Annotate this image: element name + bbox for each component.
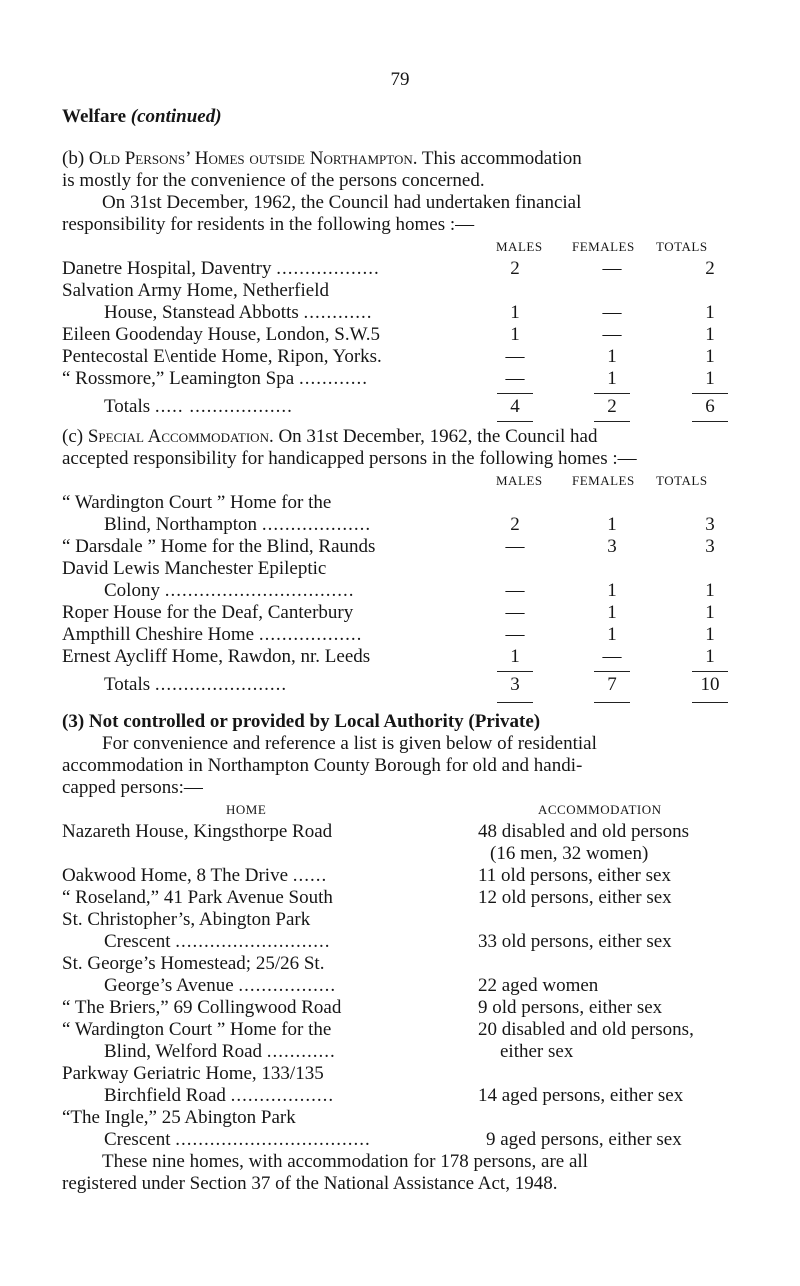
table-cell-totals: 3 <box>705 536 715 557</box>
page-number: 79 <box>390 69 410 90</box>
table-cell-females: 1 <box>607 514 617 535</box>
table-cell-males: — <box>505 602 525 623</box>
divider <box>692 702 728 703</box>
list-item-cont: Crescent .................................. <box>104 1129 371 1150</box>
totals-row: Totals ..... .................. <box>104 396 293 417</box>
table-cell-females: 1 <box>607 602 617 623</box>
table-row: Salvation Army Home, Netherfield <box>62 280 329 301</box>
divider <box>497 702 533 703</box>
table-cell-totals: 1 <box>705 368 715 389</box>
section-3-para-line3: capped persons:— <box>62 777 203 798</box>
list-item: “ The Briers,” 69 Collingwood Road <box>62 997 342 1018</box>
section-c-col-females: FEMALES <box>572 473 635 488</box>
list-item: Oakwood Home, 8 The Drive ...... <box>62 865 328 886</box>
header-title: Welfare <box>62 106 127 127</box>
section-c-col-totals: TOTALS <box>656 473 708 488</box>
section-b-intro-rest: This accommodation <box>421 148 582 169</box>
accommodation-value: 9 old persons, either sex <box>478 997 663 1018</box>
table-cell-males: 2 <box>510 514 520 535</box>
section-c-para-line2: accepted responsibility for handicapped persons in the following homes :— <box>62 448 637 469</box>
table-row: David Lewis Manchester Epileptic <box>62 558 327 579</box>
table-cell-totals: 1 <box>705 580 715 601</box>
accommodation-value: 14 aged persons, either sex <box>478 1085 684 1106</box>
totals-females: 7 <box>607 674 617 695</box>
list-item: Parkway Geriatric Home, 133/135 <box>62 1063 324 1084</box>
divider <box>594 702 630 703</box>
table-row-cont: Blind, Northampton ................... <box>104 514 372 535</box>
table-cell-males: 1 <box>510 302 520 323</box>
section-c-para-line1 <box>62 426 597 448</box>
list-item-cont: George’s Avenue ................. <box>104 975 337 996</box>
table-cell-females: 1 <box>607 580 617 601</box>
table-cell-females: 1 <box>607 346 617 367</box>
list-item: “ Roseland,” 41 Park Avenue South <box>62 887 333 908</box>
divider <box>692 393 728 394</box>
accommodation-value-cont: either sex <box>500 1041 574 1062</box>
section-b-para-line2: responsibility for residents in the following homes :— <box>62 214 475 235</box>
table-cell-females: 1 <box>607 368 617 389</box>
table-cell-females: — <box>602 258 622 279</box>
list-item: “ Wardington Court ” Home for the <box>62 1019 332 1040</box>
table-cell-totals: 1 <box>705 346 715 367</box>
accommodation-value: 22 aged women <box>478 975 599 996</box>
accommodation-value: 12 old persons, either sex <box>478 887 672 908</box>
accommodation-value: 20 disabled and old persons, <box>478 1019 694 1040</box>
section-b-col-males: MALES <box>496 239 543 254</box>
table-row-cont: Colony ................................. <box>104 580 355 601</box>
totals-males: 4 <box>510 396 520 417</box>
table-row: Danetre Hospital, Daventry .................. <box>62 258 380 279</box>
divider <box>594 421 630 422</box>
table-cell-totals: 1 <box>705 646 715 667</box>
table-row: “ Wardington Court ” Home for the <box>62 492 332 513</box>
accommodation-value: 33 old persons, either sex <box>478 931 672 952</box>
section-3-heading: (3) Not controlled or provided by Local Authority (Private) <box>62 711 541 732</box>
table-cell-males: — <box>505 624 525 645</box>
table-row: “ Rossmore,” Leamington Spa ............ <box>62 368 368 389</box>
accommodation-value: 48 disabled and old persons <box>478 821 690 842</box>
list-item-cont: Birchfield Road .................. <box>104 1085 335 1106</box>
table-cell-females: 3 <box>607 536 617 557</box>
page-header <box>62 106 222 128</box>
list-item: St. George’s Homestead; 25/26 St. <box>62 953 325 974</box>
table-cell-males: — <box>505 580 525 601</box>
totals-males: 3 <box>510 674 520 695</box>
divider <box>594 393 630 394</box>
divider <box>692 671 728 672</box>
totals-row: Totals ....................... <box>104 674 288 695</box>
table-cell-totals: 1 <box>705 302 715 323</box>
section-b-intro-line2: is mostly for the convenience of the persons concerned. <box>62 170 485 191</box>
section-3-col-home: HOME <box>226 802 267 817</box>
section-b-intro-line1 <box>62 148 724 170</box>
table-cell-males: 1 <box>510 646 520 667</box>
section-c-col-males: MALES <box>496 473 543 488</box>
totals-totals: 6 <box>705 396 715 417</box>
table-cell-females: — <box>602 324 622 345</box>
table-row: Eileen Goodenday House, London, S.W.5 <box>62 324 381 345</box>
list-item: “The Ingle,” 25 Abington Park <box>62 1107 296 1128</box>
section-b-label: (b) <box>62 148 85 169</box>
table-cell-males: 2 <box>510 258 520 279</box>
divider <box>497 393 533 394</box>
list-item: St. Christopher’s, Abington Park <box>62 909 311 930</box>
section-b-para-line1: On 31st December, 1962, the Council had undertaken financial <box>102 192 582 213</box>
table-row: Roper House for the Deaf, Canterbury <box>62 602 354 623</box>
section-c-heading: Special Accommodation. <box>87 426 274 447</box>
table-row: Ernest Aycliff Home, Rawdon, nr. Leeds <box>62 646 371 667</box>
totals-females: 2 <box>607 396 617 417</box>
divider <box>594 671 630 672</box>
table-row: Pentecostal E\entide Home, Ripon, Yorks. <box>62 346 382 367</box>
table-row-cont: House, Stanstead Abbotts ............ <box>104 302 373 323</box>
section-3-para-line2: accommodation in Northampton County Borough for old and handi- <box>62 755 583 776</box>
table-cell-females: — <box>602 302 622 323</box>
table-cell-totals: 1 <box>705 602 715 623</box>
table-cell-totals: 1 <box>705 624 715 645</box>
table-cell-males: — <box>505 346 525 367</box>
section-3-para-line1: For convenience and reference a list is given below of residential <box>102 733 597 754</box>
table-row: “ Darsdale ” Home for the Blind, Raunds <box>62 536 376 557</box>
accommodation-value: 9 aged persons, either sex <box>486 1129 682 1150</box>
totals-totals: 10 <box>700 674 720 695</box>
closing-line1: These nine homes, with accommodation for 178 persons, are all <box>102 1151 588 1172</box>
table-cell-males: — <box>505 368 525 389</box>
table-cell-females: — <box>602 646 622 667</box>
closing-line2: registered under Section 37 of the National Assistance Act, 1948. <box>62 1173 558 1194</box>
list-item-cont: Blind, Welford Road ............ <box>104 1041 336 1062</box>
divider <box>692 421 728 422</box>
section-b-heading: Old Persons’ Homes outside Northampton. <box>88 148 418 169</box>
accommodation-value-cont: (16 men, 32 women) <box>490 843 649 864</box>
divider <box>497 671 533 672</box>
list-item: Nazareth House, Kingsthorpe Road <box>62 821 333 842</box>
section-b-col-totals: TOTALS <box>656 239 708 254</box>
table-cell-males: 1 <box>510 324 520 345</box>
table-cell-males: — <box>505 536 525 557</box>
section-c-label: (c) <box>62 426 84 447</box>
accommodation-value: 11 old persons, either sex <box>478 865 671 886</box>
section-c-para-rest: On 31st December, 1962, the Council had <box>278 426 598 447</box>
table-cell-totals: 2 <box>705 258 715 279</box>
table-cell-females: 1 <box>607 624 617 645</box>
header-suffix: (continued) <box>130 106 222 127</box>
table-cell-totals: 1 <box>705 324 715 345</box>
divider <box>497 421 533 422</box>
list-item-cont: Crescent ........................... <box>104 931 331 952</box>
section-b-col-females: FEMALES <box>572 239 635 254</box>
table-cell-totals: 3 <box>705 514 715 535</box>
table-row: Ampthill Cheshire Home .................. <box>62 624 363 645</box>
section-3-col-accommodation: ACCOMMODATION <box>538 802 662 817</box>
